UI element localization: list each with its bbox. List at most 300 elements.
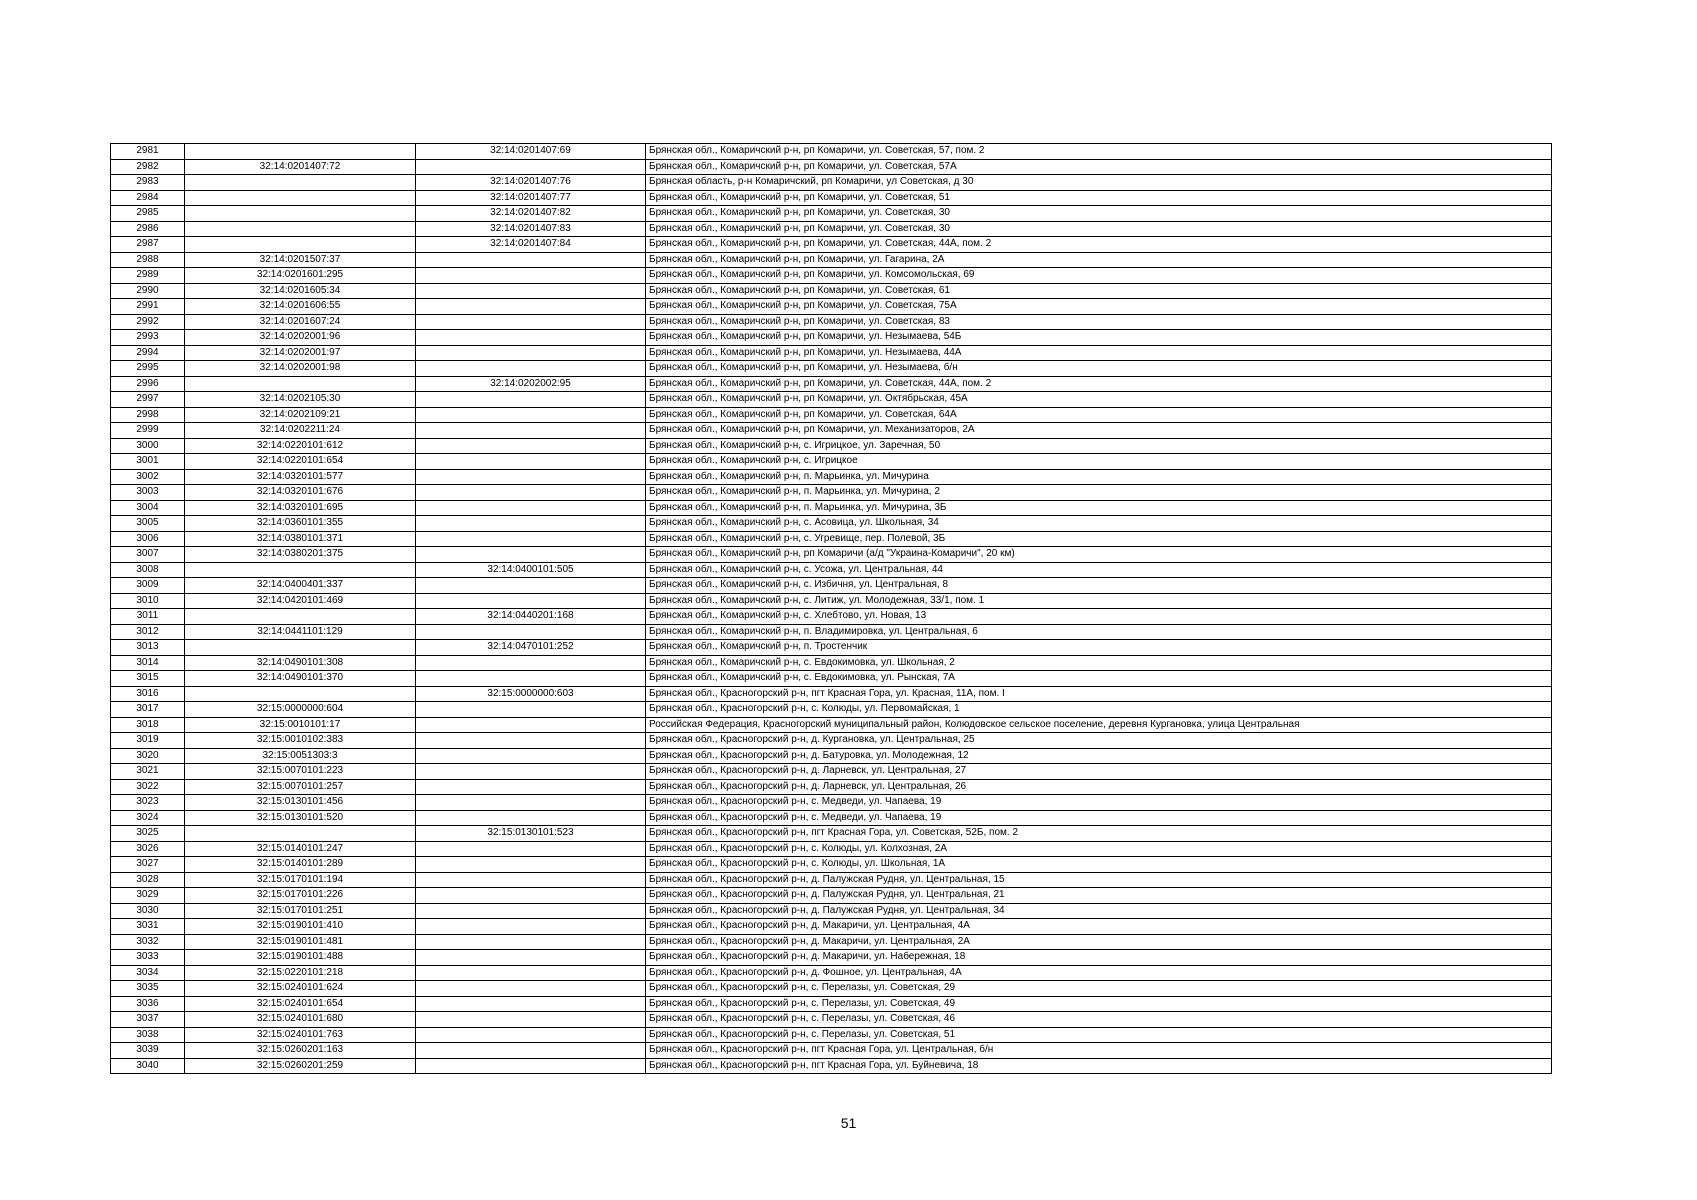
address-cell: Брянская обл., Комаричский р-н, рп Комаричи, ул. Механизаторов, 2А <box>646 423 1552 439</box>
row-number-cell: 3020 <box>111 748 185 764</box>
row-number-cell: 3033 <box>111 950 185 966</box>
cadastral-number-cell: 32:14:0380101:371 <box>185 531 416 547</box>
address-cell: Брянская обл., Комаричский р-н, рп Комаричи, ул. Советская, 30 <box>646 206 1552 222</box>
row-number-cell: 3018 <box>111 717 185 733</box>
address-cell: Брянская обл., Красногорский р-н, пгт Красная Гора, ул. Буйневича, 18 <box>646 1058 1552 1074</box>
cadastral-number-cell: 32:14:0202105:30 <box>185 392 416 408</box>
cadastral-number-cell: 32:15:0240101:624 <box>185 981 416 997</box>
table-row <box>111 221 1552 237</box>
page-number: 51 <box>840 1115 857 1131</box>
cadastral-number-alt-cell <box>416 1043 646 1059</box>
address-cell: Брянская обл., Красногорский р-н, д. Ларневск, ул. Центральная, 27 <box>646 764 1552 780</box>
row-number-cell: 2991 <box>111 299 185 315</box>
row-number-cell: 3004 <box>111 500 185 516</box>
cadastral-number-alt-cell <box>416 361 646 377</box>
table-row <box>111 268 1552 284</box>
row-number-cell: 3039 <box>111 1043 185 1059</box>
cadastral-number-cell: 32:15:0240101:654 <box>185 996 416 1012</box>
cadastral-number-cell <box>185 190 416 206</box>
address-cell: Брянская обл., Комаричский р-н, с. Избичня, ул. Центральная, 8 <box>646 578 1552 594</box>
row-number-cell: 3025 <box>111 826 185 842</box>
cadastral-number-cell: 32:15:0240101:680 <box>185 1012 416 1028</box>
table-row <box>111 361 1552 377</box>
table-row <box>111 996 1552 1012</box>
row-number-cell: 3006 <box>111 531 185 547</box>
cadastral-number-cell: 32:15:0170101:251 <box>185 903 416 919</box>
table-row <box>111 934 1552 950</box>
address-cell: Брянская обл., Красногорский р-н, д. Ларневск, ул. Центральная, 26 <box>646 779 1552 795</box>
cadastral-number-alt-cell <box>416 159 646 175</box>
cadastral-number-alt-cell <box>416 299 646 315</box>
cadastral-number-cell <box>185 686 416 702</box>
cadastral-number-alt-cell <box>416 810 646 826</box>
address-cell: Брянская обл., Красногорский р-н, д. Кургановка, ул. Центральная, 25 <box>646 733 1552 749</box>
address-cell: Брянская обл., Комаричский р-н, рп Комаричи, ул. Советская, 44А, пом. 2 <box>646 376 1552 392</box>
row-number-cell: 3022 <box>111 779 185 795</box>
cadastral-number-cell: 32:15:0010102:383 <box>185 733 416 749</box>
cadastral-number-cell: 32:15:0240101:763 <box>185 1027 416 1043</box>
address-cell: Брянская обл., Комаричский р-н, рп Комаричи, ул. Советская, 61 <box>646 283 1552 299</box>
cadastral-number-cell: 32:14:0201407:72 <box>185 159 416 175</box>
table-row <box>111 392 1552 408</box>
address-cell: Брянская обл., Комаричский р-н, рп Комаричи, ул. Комсомольская, 69 <box>646 268 1552 284</box>
cadastral-number-alt-cell <box>416 438 646 454</box>
table-row <box>111 826 1552 842</box>
cadastral-number-alt-cell <box>416 392 646 408</box>
table-row <box>111 686 1552 702</box>
cadastral-number-alt-cell <box>416 500 646 516</box>
row-number-cell: 3031 <box>111 919 185 935</box>
address-cell: Брянская обл., Комаричский р-н, рп Комаричи, ул. Советская, 75А <box>646 299 1552 315</box>
cadastral-number-alt-cell <box>416 345 646 361</box>
cadastral-number-cell: 32:14:0201605:34 <box>185 283 416 299</box>
cadastral-number-alt-cell <box>416 578 646 594</box>
cadastral-number-alt-cell <box>416 454 646 470</box>
cadastral-number-cell: 32:14:0420101:469 <box>185 593 416 609</box>
table-row <box>111 283 1552 299</box>
table-row <box>111 733 1552 749</box>
cadastral-number-alt-cell <box>416 671 646 687</box>
table-row <box>111 175 1552 191</box>
cadastral-number-alt-cell <box>416 1012 646 1028</box>
cadastral-number-alt-cell <box>416 779 646 795</box>
address-cell: Российская Федерация, Красногорский муниципальный район, Колюдовское сельское поселение, деревня Кургановка, улица Центральная <box>646 717 1552 733</box>
address-cell: Брянская обл., Красногорский р-н, с. Медведи, ул. Чапаева, 19 <box>646 810 1552 826</box>
row-number-cell: 2987 <box>111 237 185 253</box>
cadastral-number-cell: 32:14:0202001:97 <box>185 345 416 361</box>
cadastral-number-alt-cell <box>416 423 646 439</box>
cadastral-number-alt-cell <box>416 702 646 718</box>
row-number-cell: 2984 <box>111 190 185 206</box>
cadastral-number-cell: 32:14:0202001:96 <box>185 330 416 346</box>
cadastral-number-alt-cell <box>416 407 646 423</box>
cadastral-number-alt-cell: 32:14:0201407:84 <box>416 237 646 253</box>
cadastral-number-cell: 32:14:0201601:295 <box>185 268 416 284</box>
cadastral-number-alt-cell <box>416 1027 646 1043</box>
cadastral-number-cell: 32:14:0320101:695 <box>185 500 416 516</box>
cadastral-number-alt-cell <box>416 888 646 904</box>
cadastral-number-cell: 32:15:0170101:194 <box>185 872 416 888</box>
cadastral-number-cell <box>185 175 416 191</box>
row-number-cell: 3028 <box>111 872 185 888</box>
row-number-cell: 3010 <box>111 593 185 609</box>
row-number-cell: 3029 <box>111 888 185 904</box>
address-cell: Брянская обл., Красногорский р-н, д. Палужская Рудня, ул. Центральная, 15 <box>646 872 1552 888</box>
address-cell: Брянская обл., Комаричский р-н, рп Комаричи, ул. Советская, 64А <box>646 407 1552 423</box>
cadastral-number-alt-cell <box>416 872 646 888</box>
row-number-cell: 2998 <box>111 407 185 423</box>
row-number-cell: 3000 <box>111 438 185 454</box>
cadastral-number-alt-cell: 32:14:0201407:77 <box>416 190 646 206</box>
table-row <box>111 562 1552 578</box>
address-cell: Брянская обл., Красногорский р-н, д. Палужская Рудня, ул. Центральная, 21 <box>646 888 1552 904</box>
table-row <box>111 252 1552 268</box>
row-number-cell: 3013 <box>111 640 185 656</box>
address-cell: Брянская обл., Красногорский р-н, пгт Красная Гора, ул. Советская, 52Б, пом. 2 <box>646 826 1552 842</box>
cadastral-number-cell: 32:15:0260201:259 <box>185 1058 416 1074</box>
cadastral-number-alt-cell <box>416 857 646 873</box>
row-number-cell: 3037 <box>111 1012 185 1028</box>
cadastral-number-alt-cell: 32:14:0201407:76 <box>416 175 646 191</box>
address-cell: Брянская обл., Красногорский р-н, д. Макаричи, ул. Набережная, 18 <box>646 950 1552 966</box>
address-cell: Брянская обл., Красногорский р-н, пгт Красная Гора, ул. Красная, 11А, пом. I <box>646 686 1552 702</box>
cadastral-number-cell: 32:15:0260201:163 <box>185 1043 416 1059</box>
row-number-cell: 2983 <box>111 175 185 191</box>
table-row <box>111 454 1552 470</box>
table-row <box>111 469 1552 485</box>
address-cell: Брянская обл., Комаричский р-н, п. Тростенчик <box>646 640 1552 656</box>
address-cell: Брянская обл., Комаричский р-н, с. Угревище, пер. Полевой, 3Б <box>646 531 1552 547</box>
row-number-cell: 2996 <box>111 376 185 392</box>
row-number-cell: 2997 <box>111 392 185 408</box>
cadastral-number-cell: 32:14:0220101:612 <box>185 438 416 454</box>
table-row <box>111 423 1552 439</box>
table-row <box>111 159 1552 175</box>
address-cell: Брянская обл., Комаричский р-н, рп Комаричи, ул. Советская, 44А, пом. 2 <box>646 237 1552 253</box>
cadastral-number-alt-cell <box>416 981 646 997</box>
row-number-cell: 3035 <box>111 981 185 997</box>
row-number-cell: 3001 <box>111 454 185 470</box>
row-number-cell: 3040 <box>111 1058 185 1074</box>
table-row <box>111 717 1552 733</box>
address-cell: Брянская обл., Комаричский р-н, с. Евдокимовка, ул. Рынская, 7А <box>646 671 1552 687</box>
table-row <box>111 795 1552 811</box>
table-row <box>111 779 1552 795</box>
cadastral-number-cell: 32:15:0170101:226 <box>185 888 416 904</box>
row-number-cell: 3034 <box>111 965 185 981</box>
address-cell: Брянская обл., Комаричский р-н, рп Комаричи, ул. Советская, 83 <box>646 314 1552 330</box>
cadastral-number-cell <box>185 376 416 392</box>
cadastral-number-cell <box>185 144 416 160</box>
cadastral-number-alt-cell <box>416 485 646 501</box>
table-row <box>111 702 1552 718</box>
cadastral-number-cell: 32:15:0140101:247 <box>185 841 416 857</box>
table-row <box>111 655 1552 671</box>
address-cell: Брянская обл., Красногорский р-н, пгт Красная Гора, ул. Центральная, б/н <box>646 1043 1552 1059</box>
row-number-cell: 3019 <box>111 733 185 749</box>
row-number-cell: 3021 <box>111 764 185 780</box>
cadastral-number-cell: 32:14:0202001:98 <box>185 361 416 377</box>
row-number-cell: 3014 <box>111 655 185 671</box>
cadastral-number-alt-cell <box>416 748 646 764</box>
address-cell: Брянская обл., Комаричский р-н, рп Комаричи, ул. Советская, 30 <box>646 221 1552 237</box>
address-cell: Брянская обл., Красногорский р-н, с. Перелазы, ул. Советская, 49 <box>646 996 1552 1012</box>
cadastral-number-alt-cell <box>416 1058 646 1074</box>
address-cell: Брянская обл., Красногорский р-н, д. Макаричи, ул. Центральная, 2А <box>646 934 1552 950</box>
address-cell: Брянская обл., Комаричский р-н, рп Комаричи, ул. Советская, 57А <box>646 159 1552 175</box>
cadastral-number-alt-cell <box>416 252 646 268</box>
table-row <box>111 950 1552 966</box>
row-number-cell: 3016 <box>111 686 185 702</box>
address-cell: Брянская обл., Комаричский р-н, с. Игрицкое, ул. Заречная, 50 <box>646 438 1552 454</box>
cadastral-number-alt-cell: 32:15:0000000:603 <box>416 686 646 702</box>
cadastral-number-cell <box>185 562 416 578</box>
address-cell: Брянская обл., Комаричский р-н, с. Асовица, ул. Школьная, 34 <box>646 516 1552 532</box>
table-row <box>111 919 1552 935</box>
cadastral-number-cell: 32:15:0051303:3 <box>185 748 416 764</box>
cadastral-number-cell: 32:14:0201607:24 <box>185 314 416 330</box>
address-cell: Брянская обл., Красногорский р-н, д. Палужская Рудня, ул. Центральная, 34 <box>646 903 1552 919</box>
cadastral-number-cell <box>185 237 416 253</box>
table-row <box>111 981 1552 997</box>
row-number-cell: 2990 <box>111 283 185 299</box>
cadastral-number-alt-cell <box>416 795 646 811</box>
cadastral-number-alt-cell <box>416 624 646 640</box>
cadastral-number-alt-cell: 32:14:0202002:95 <box>416 376 646 392</box>
cadastral-number-alt-cell <box>416 934 646 950</box>
cadastral-number-alt-cell <box>416 268 646 284</box>
address-cell: Брянская обл., Комаричский р-н, п. Марьинка, ул. Мичурина, 2 <box>646 485 1552 501</box>
cadastral-number-alt-cell <box>416 733 646 749</box>
table-row <box>111 376 1552 392</box>
cadastral-number-alt-cell <box>416 330 646 346</box>
address-cell: Брянская обл., Красногорский р-н, с. Колюды, ул. Школьная, 1А <box>646 857 1552 873</box>
address-cell: Брянская обл., Комаричский р-н, рп Комаричи, ул. Незымаева, 54Б <box>646 330 1552 346</box>
cadastral-number-alt-cell <box>416 919 646 935</box>
table-row <box>111 407 1552 423</box>
row-number-cell: 2995 <box>111 361 185 377</box>
cadastral-number-cell: 32:14:0320101:676 <box>185 485 416 501</box>
cadastral-number-cell: 32:15:0000000:604 <box>185 702 416 718</box>
cadastral-number-cell: 32:14:0380201:375 <box>185 547 416 563</box>
cadastral-number-cell: 32:15:0070101:257 <box>185 779 416 795</box>
row-number-cell: 2993 <box>111 330 185 346</box>
cadastral-number-alt-cell: 32:14:0470101:252 <box>416 640 646 656</box>
cadastral-number-alt-cell <box>416 950 646 966</box>
row-number-cell: 3009 <box>111 578 185 594</box>
row-number-cell: 3032 <box>111 934 185 950</box>
address-cell: Брянская обл., Комаричский р-н, рп Комаричи, ул. Октябрьская, 45А <box>646 392 1552 408</box>
table-body <box>111 144 1552 1074</box>
row-number-cell: 3005 <box>111 516 185 532</box>
row-number-cell: 3007 <box>111 547 185 563</box>
row-number-cell: 2986 <box>111 221 185 237</box>
table-row <box>111 237 1552 253</box>
cadastral-number-cell: 32:14:0441101:129 <box>185 624 416 640</box>
table-row <box>111 190 1552 206</box>
row-number-cell: 3026 <box>111 841 185 857</box>
table-row <box>111 547 1552 563</box>
cadastral-number-alt-cell: 32:14:0201407:83 <box>416 221 646 237</box>
cadastral-number-cell: 32:15:0070101:223 <box>185 764 416 780</box>
address-cell: Брянская обл., Красногорский р-н, д. Макаричи, ул. Центральная, 4А <box>646 919 1552 935</box>
address-cell: Брянская обл., Комаричский р-н, п. Владимировка, ул. Центральная, 6 <box>646 624 1552 640</box>
row-number-cell: 2981 <box>111 144 185 160</box>
table-row <box>111 1043 1552 1059</box>
row-number-cell: 3011 <box>111 609 185 625</box>
cadastral-number-alt-cell: 32:14:0440201:168 <box>416 609 646 625</box>
row-number-cell: 2999 <box>111 423 185 439</box>
cadastral-number-alt-cell <box>416 965 646 981</box>
address-cell: Брянская обл., Красногорский р-н, с. Колюды, ул. Первомайская, 1 <box>646 702 1552 718</box>
cadastral-number-cell <box>185 640 416 656</box>
address-cell: Брянская обл., Красногорский р-н, с. Колюды, ул. Колхозная, 2А <box>646 841 1552 857</box>
cadastral-number-alt-cell: 32:14:0201407:82 <box>416 206 646 222</box>
address-cell: Брянская обл., Комаричский р-н, рп Комаричи, ул. Гагарина, 2А <box>646 252 1552 268</box>
address-cell: Брянская обл., Комаричский р-н, с. Усожа, ул. Центральная, 44 <box>646 562 1552 578</box>
row-number-cell: 2988 <box>111 252 185 268</box>
cadastral-number-alt-cell <box>416 903 646 919</box>
table-row <box>111 888 1552 904</box>
cadastral-number-cell: 32:15:0140101:289 <box>185 857 416 873</box>
table-row <box>111 593 1552 609</box>
cadastral-number-cell: 32:15:0220101:218 <box>185 965 416 981</box>
address-cell: Брянская обл., Красногорский р-н, д. Фошное, ул. Центральная, 4А <box>646 965 1552 981</box>
cadastral-number-cell <box>185 221 416 237</box>
cadastral-number-alt-cell <box>416 655 646 671</box>
table-row <box>111 903 1552 919</box>
table-row <box>111 1058 1552 1074</box>
row-number-cell: 3012 <box>111 624 185 640</box>
table-row <box>111 965 1552 981</box>
address-cell: Брянская обл., Комаричский р-н, п. Марьинка, ул. Мичурина, 3Б <box>646 500 1552 516</box>
table-row <box>111 748 1552 764</box>
cadastral-number-alt-cell: 32:14:0201407:69 <box>416 144 646 160</box>
cadastral-number-cell <box>185 206 416 222</box>
row-number-cell: 3027 <box>111 857 185 873</box>
address-cell: Брянская обл., Комаричский р-н, рп Комаричи, ул. Незымаева, б/н <box>646 361 1552 377</box>
address-cell: Брянская обл., Комаричский р-н, с. Литиж, ул. Молодежная, 33/1, пом. 1 <box>646 593 1552 609</box>
table-row <box>111 578 1552 594</box>
row-number-cell: 3017 <box>111 702 185 718</box>
cadastral-number-cell <box>185 609 416 625</box>
table-row <box>111 671 1552 687</box>
table-row <box>111 500 1552 516</box>
address-cell: Брянская область, р-н Комаричский, рп Комаричи, ул Советская, д 30 <box>646 175 1552 191</box>
table-row <box>111 810 1552 826</box>
address-cell: Брянская обл., Комаричский р-н, рп Комаричи, ул. Незымаева, 44А <box>646 345 1552 361</box>
table-row <box>111 345 1552 361</box>
table-row <box>111 144 1552 160</box>
address-cell: Брянская обл., Комаричский р-н, с. Игрицкое <box>646 454 1552 470</box>
address-cell: Брянская обл., Красногорский р-н, с. Перелазы, ул. Советская, 29 <box>646 981 1552 997</box>
address-cell: Брянская обл., Комаричский р-н, рп Комаричи (а/д "Украина-Комаричи", 20 км) <box>646 547 1552 563</box>
address-cell: Брянская обл., Красногорский р-н, с. Перелазы, ул. Советская, 46 <box>646 1012 1552 1028</box>
table-row <box>111 206 1552 222</box>
row-number-cell: 3024 <box>111 810 185 826</box>
cadastral-number-cell: 32:15:0130101:456 <box>185 795 416 811</box>
cadastral-number-cell <box>185 826 416 842</box>
table-row <box>111 299 1552 315</box>
cadastral-number-alt-cell <box>416 314 646 330</box>
cadastral-number-cell: 32:14:0202211:24 <box>185 423 416 439</box>
cadastral-number-alt-cell <box>416 531 646 547</box>
address-cell: Брянская обл., Комаричский р-н, рп Комаричи, ул. Советская, 57, пом. 2 <box>646 144 1552 160</box>
table-row <box>111 531 1552 547</box>
cadastral-number-cell: 32:15:0190101:488 <box>185 950 416 966</box>
cadastral-number-alt-cell <box>416 841 646 857</box>
table-row <box>111 1027 1552 1043</box>
cadastral-number-alt-cell <box>416 283 646 299</box>
address-cell: Брянская обл., Комаричский р-н, с. Хлебтово, ул. Новая, 13 <box>646 609 1552 625</box>
address-cell: Брянская обл., Комаричский р-н, рп Комаричи, ул. Советская, 51 <box>646 190 1552 206</box>
cadastral-number-cell: 32:14:0220101:654 <box>185 454 416 470</box>
row-number-cell: 2994 <box>111 345 185 361</box>
row-number-cell: 2992 <box>111 314 185 330</box>
cadastral-number-cell: 32:14:0202109:21 <box>185 407 416 423</box>
table-row <box>111 764 1552 780</box>
cadastral-number-cell: 32:14:0360101:355 <box>185 516 416 532</box>
row-number-cell: 3038 <box>111 1027 185 1043</box>
cadastral-number-cell: 32:14:0201606:55 <box>185 299 416 315</box>
cadastral-number-cell: 32:14:0490101:308 <box>185 655 416 671</box>
row-number-cell: 2982 <box>111 159 185 175</box>
row-number-cell: 3008 <box>111 562 185 578</box>
cadastral-number-cell: 32:15:0010101:17 <box>185 717 416 733</box>
address-cell: Брянская обл., Красногорский р-н, д. Батуровка, ул. Молодежная, 12 <box>646 748 1552 764</box>
cadastral-number-alt-cell: 32:14:0400101:505 <box>416 562 646 578</box>
row-number-cell: 3030 <box>111 903 185 919</box>
address-cell: Брянская обл., Комаричский р-н, п. Марьинка, ул. Мичурина <box>646 469 1552 485</box>
table-row <box>111 330 1552 346</box>
table-row <box>111 857 1552 873</box>
address-cell: Брянская обл., Комаричский р-н, с. Евдокимовка, ул. Школьная, 2 <box>646 655 1552 671</box>
row-number-cell: 3023 <box>111 795 185 811</box>
row-number-cell: 3002 <box>111 469 185 485</box>
cadastral-number-alt-cell <box>416 516 646 532</box>
cadastral-number-alt-cell <box>416 764 646 780</box>
cadastral-number-alt-cell <box>416 593 646 609</box>
table-row <box>111 438 1552 454</box>
address-cell: Брянская обл., Красногорский р-н, с. Перелазы, ул. Советская, 51 <box>646 1027 1552 1043</box>
cadastral-number-cell: 32:15:0190101:410 <box>185 919 416 935</box>
cadastral-number-alt-cell <box>416 717 646 733</box>
table-row <box>111 314 1552 330</box>
table-row <box>111 1012 1552 1028</box>
row-number-cell: 3015 <box>111 671 185 687</box>
table-row <box>111 516 1552 532</box>
table-row <box>111 841 1552 857</box>
row-number-cell: 2989 <box>111 268 185 284</box>
cadastral-number-cell: 32:14:0490101:370 <box>185 671 416 687</box>
table-row <box>111 609 1552 625</box>
table-row <box>111 624 1552 640</box>
cadastral-number-alt-cell <box>416 469 646 485</box>
cadastral-number-cell: 32:14:0400401:337 <box>185 578 416 594</box>
row-number-cell: 2985 <box>111 206 185 222</box>
cadastral-number-alt-cell <box>416 996 646 1012</box>
row-number-cell: 3003 <box>111 485 185 501</box>
table-row <box>111 485 1552 501</box>
cadastral-number-alt-cell: 32:15:0130101:523 <box>416 826 646 842</box>
cadastral-number-cell: 32:15:0130101:520 <box>185 810 416 826</box>
address-cell: Брянская обл., Красногорский р-н, с. Медведи, ул. Чапаева, 19 <box>646 795 1552 811</box>
table-row <box>111 872 1552 888</box>
cadastral-number-cell: 32:15:0190101:481 <box>185 934 416 950</box>
table-row <box>111 640 1552 656</box>
property-registry-table <box>110 143 1552 1074</box>
cadastral-number-cell: 32:14:0320101:577 <box>185 469 416 485</box>
